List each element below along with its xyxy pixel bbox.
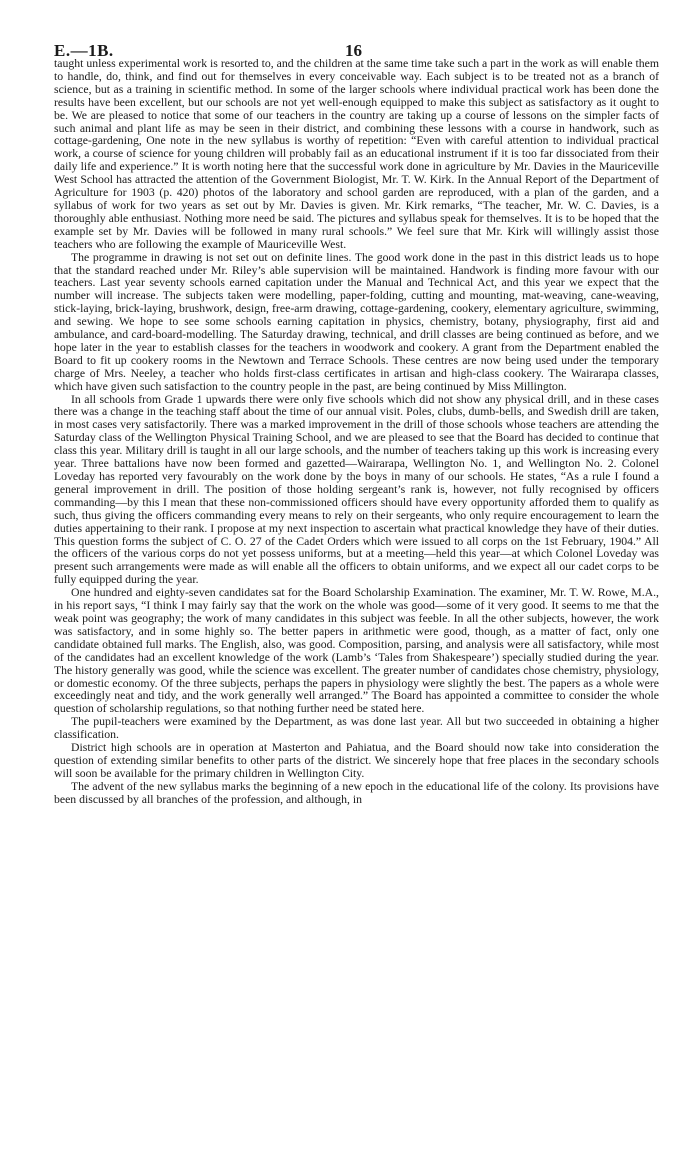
paragraph-scholarship: One hundred and eighty-seven candidates sat for the Board Scholarship Examination. The examiner, Mr. T. W. Rowe, M.A., in his report says, “I think I may fairly say that the work on the whole was good—some of it very good. It seems to me that the weak point was geography; the work of many candidates in this subject was feeble. In all the other subjects, however, the work was satisfactory, and in some highly so. The better papers in arithmetic were good, though, as a matter of fact, only one candidate obtained full marks. The English, also, was good. Composition, parsing, and analysis were all satisfactory, while most of the candidates had an excellent knowledge of the work (Lamb’s ‘Tales from Shakespeare’) specially studied during the year. The history generally was good, while the science was excellent. The greater number of candidates chose chemistry, physiology, or domestic economy. Of the three subjects, perhaps the papers in physiology were slightly the best. The papers as a whole were exceedingly neat and tidy, and the work generally well arranged.” The Board has appointed a committee to consider the whole question of scholarship regulations, so that nothing further need be stated here. xyxy=(54,586,659,716)
paragraph-physical-drill: In all schools from Grade 1 upwards there were only five schools which did not show any physical drill, and in these cases there was a change in the teaching staff about the time of our annual visit. Poles, clubs, dumb-bells, and Swedish drill are taken, in most cases very satisfactorily. There was a marked improvement in the drill of those schools whose teachers are attending the Saturday class of the Wellington Physical Training School, and we are pleased to see that the Board has decided to continue that class this year. Military drill is taught in all our large schools, and the number of teachers taking up this work is increasing every year. Three battalions have now been formed and gazetted—Wairarapa, Wellington No. 1, and Wellington No. 2. Colonel Loveday has reported very favourably on the work done by the boys in many of our schools. He states, “As a rule I found a general improvement in drill. The position of those holding sergeant’s rank is, however, not fully recognised by officers commanding—by this I mean that these non-commissioned officers should have every opportunity afforded them to qualify as such, thus giving the officers commanding every means to rely on their sergeants, who only require encouragement to learn the duties appertaining to their rank. I propose at my next inspection to ascertain what practical knowledge they have of their duties. This question forms the subject of C. O. 27 of the Cadet Orders which were issued to all corps on the 1st February, 1904.” All the officers of the various corps do not yet possess uniforms, but at a meeting—held this year—at which Colonel Loveday was present such arrangements were made as will enable all the officers to obtain uniforms, and we expect all our cadet corps to be fully equipped during the year. xyxy=(54,392,659,587)
paragraph-new-syllabus: The advent of the new syllabus marks the beginning of a new epoch in the educational life of the colony. Its provisions have been discussed by all branches of the profession, and although, in xyxy=(54,779,659,806)
body-text xyxy=(54,58,659,807)
paragraph-pupil-teachers: The pupil-teachers were examined by the Department, as was done last year. All but two succeeded in obtaining a higher classification. xyxy=(54,715,659,742)
paragraph-science: taught unless experimental work is resorted to, and the children at the same time take such a part in the work as will enable them to handle, do, think, and find out for themselves in every conceivable way. Each subject is to be treated not as a branch of science, but as a training in scientific method. In some of the larger schools where individual practical work has been done the results have been excellent, but our schools are not yet well-enough equipped to make this subject as satisfactory as it ought to be. We are pleased to notice that some of our teachers in the country are taking up a course of lessons on the simpler facts of such animal and plant life as may be seen in their district, and combining these lessons with a course in handwork, such as cottage-gardening, One note in the new syllabus is worthy of repetition: “Even with careful attention to individual practical work, a course of science for young children will probably fail as an educational instrument if it is too far dissociated from their daily life and experience.” It is worth noting here that the successful work done in agriculture by Mr. Davies in the Mauriceville West School has attracted the attention of the Government Biologist, Mr. T. W. Kirk. In the Annual Report of the Department of Agriculture for 1903 (p. 420) photos of the laboratory and school garden are reproduced, with a plan of the garden, and a syllabus of work for two years as set out by Mr. Davies is given. Mr. Kirk remarks, “The teacher, Mr. W. C. Davies, is a thoroughly able enthusiast. Nothing more need be said. The pictures and syllabus speak for themselves. It is to be hoped that the example set by Mr. Davies will be followed in many rural schools.” We feel sure that Mr. Kirk will willingly assist those teachers who are following the example of Mauriceville West. xyxy=(54,57,659,251)
paragraph-drawing-handwork: The programme in drawing is not set out on definite lines. The good work done in the past in this district leads us to hope that the standard reached under Mr. Riley’s able supervision will be maintained. Handwork is finding more favour with our teachers. Last year seventy schools earned capitation under the Manual and Technical Act, and this year we expect that the number will increase. The subjects taken were modelling, paper-folding, cutting and mounting, mat-weaving, cane-weaving, stick-laying, brick-laying, brushwork, design, free-arm drawing, cottage-gardening, cookery, elementary agriculture, swimming, and sewing. We hope to see some schools earning capitation in physics, chemistry, botany, physiography, first aid and ambulance, and card-board-modelling. The Saturday drawing, technical, and drill classes are being continued as before, and we hope later in the year to establish classes for the teachers in woodwork and cookery. A grant from the Department enabled the Board to fit up cookery rooms in the Newtown and Terrace Schools. These centres are now being used under the temporary charge of Mrs. Neeley, a teacher who holds first-class certificates in artisan and high-class cookery. The Wairarapa classes, which have given such satisfaction to the country people in the past, are being continued by Miss Millington. xyxy=(54,250,659,393)
page-number: 16 xyxy=(345,41,362,60)
page-reference: E.—1B. xyxy=(54,41,114,60)
paragraph-district-high-schools: District high schools are in operation at Masterton and Pahiatua, and the Board should now take into consideration the question of extending similar benefits to other parts of the district. We sincerely hope that free places in the secondary schools will soon be available for the primary children in Wellington City. xyxy=(54,741,659,780)
page-header xyxy=(54,0,659,58)
